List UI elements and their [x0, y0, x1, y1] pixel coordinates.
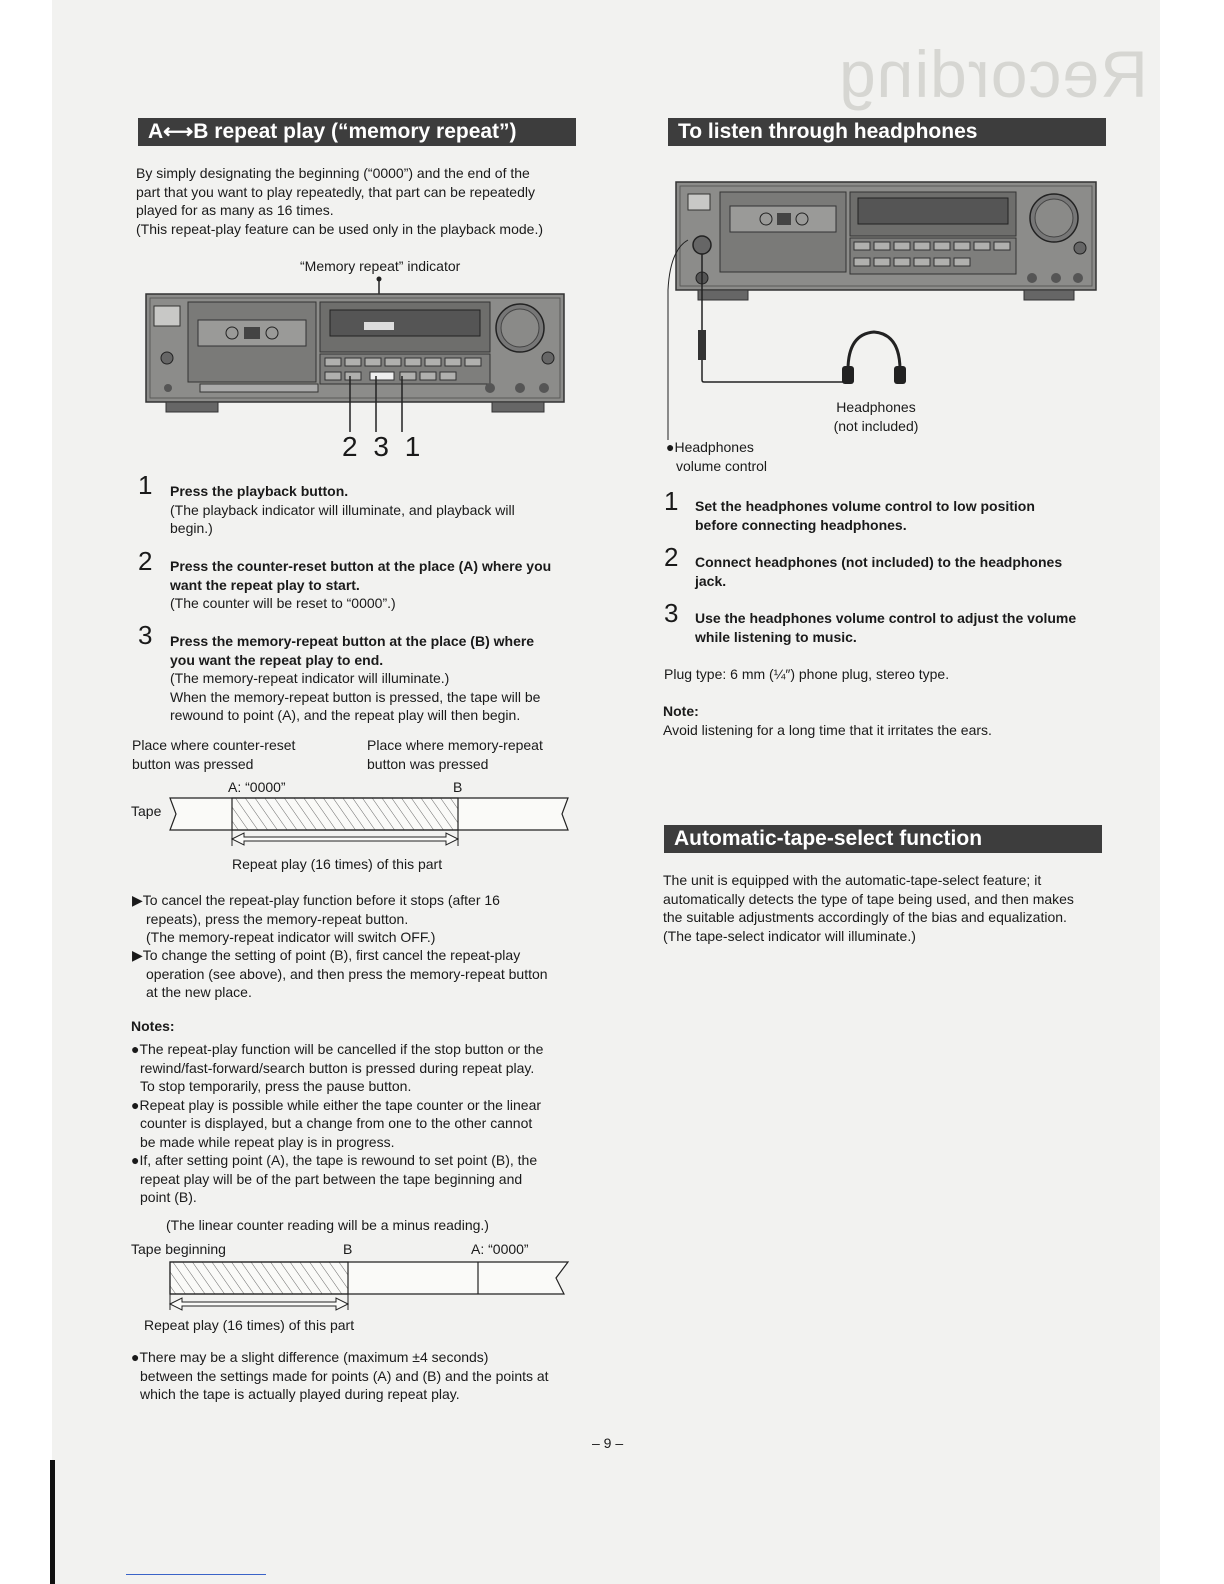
headphones-step-3	[695, 609, 1105, 646]
headphones-label	[826, 398, 926, 435]
memory-repeat-place-label	[367, 736, 543, 773]
step-title: while listening to music.	[695, 628, 857, 645]
step-body: (The counter will be reset to “0000”.)	[170, 595, 396, 611]
linear-counter-note: (The linear counter reading will be a minus reading.)	[166, 1217, 489, 1233]
paragraph-line: (The tape-select indicator will illuminate.)	[663, 927, 916, 944]
page-margin-right	[1160, 0, 1224, 1584]
bullet-line: ▶To cancel the repeat-play function before it stops (after 16	[132, 892, 500, 908]
label-line: button was pressed	[367, 755, 489, 772]
step-number: 3	[664, 598, 679, 628]
step-number: 3	[138, 620, 153, 650]
label-line: volume control	[676, 457, 768, 474]
label-line: button was pressed	[132, 755, 254, 772]
note-line: To stop temporarily, press the pause button.	[140, 1078, 412, 1094]
step-title: Connect headphones (not included) to the headphones	[695, 554, 1063, 570]
tape-diagram-1-caption: Repeat play (16 times) of this part	[232, 856, 443, 872]
step-title: you want the repeat play to end.	[170, 651, 384, 668]
tape-diagram-1	[164, 794, 576, 854]
bullet-line: operation (see above), and then press the memory-repeat button	[146, 965, 548, 982]
step-title: Use the headphones volume control to adjust the volume	[695, 610, 1077, 626]
note-line: ●If, after setting point (A), the tape is rewound to set point (B), the	[131, 1152, 538, 1168]
step-body: When the memory-repeat button is pressed, the tape will be	[170, 688, 541, 705]
intro-line: played for as many as 16 times.	[136, 202, 334, 218]
note-line: be made while repeat play is in progress.	[140, 1133, 395, 1150]
tape-diagram-2-caption: Repeat play (16 times) of this part	[144, 1317, 355, 1333]
tape-beginning-label: Tape beginning	[131, 1241, 226, 1257]
notes-list	[131, 1040, 581, 1207]
step-number: 2	[664, 542, 679, 572]
point-a-label: A: “0000”	[228, 779, 286, 795]
headphones-volume-label	[666, 438, 767, 475]
note-line: which the tape is actually played during repeat play.	[140, 1386, 460, 1402]
bullet-line: repeats), press the memory-repeat button.	[146, 910, 409, 927]
step-title: Press the memory-repeat button at the place (B) where	[170, 633, 535, 649]
intro-line: By simply designating the beginning (“0000”) and the end of the	[136, 165, 530, 181]
label-line: Headphones	[836, 399, 916, 415]
show-through-ghost-title: Recording	[838, 37, 1148, 111]
intro-line: (This repeat-play feature can be used only in the playback mode.)	[136, 220, 544, 237]
note-text: Avoid listening for a long time that it irritates the ears.	[663, 722, 992, 738]
step-title: Press the counter-reset button at the place (A) where you	[170, 558, 552, 574]
note-line: ●The repeat-play function will be cancelled if the stop button or the	[131, 1041, 544, 1057]
label-line: ●Headphones	[666, 439, 754, 455]
step-title: Set the headphones volume control to low position	[695, 498, 1035, 514]
paragraph-line: automatically detects the type of tape being used, and then makes	[663, 890, 1074, 907]
point-b-label: B	[453, 779, 463, 795]
headphones-step-1	[695, 497, 1105, 534]
step-1	[170, 482, 580, 538]
step-title: want the repeat play to start.	[170, 576, 360, 593]
step-body: (The memory-repeat indicator will illuminate.)	[170, 670, 450, 686]
note-line: between the settings made for points (A) and (B) and the points at	[140, 1367, 549, 1384]
binding-bar	[50, 1460, 55, 1584]
step-title: Press the playback button.	[170, 483, 349, 499]
note-line: counter is displayed, but a change from one to the other cannot	[140, 1115, 533, 1131]
point-a-label: A: “0000”	[471, 1241, 529, 1257]
slight-difference-note	[131, 1348, 581, 1404]
tape-diagram-2	[160, 1258, 576, 1320]
step-body: begin.)	[170, 520, 213, 536]
bullet-line: at the new place.	[146, 984, 252, 1000]
note-line: rewind/fast-forward/search button is pressed during repeat play.	[140, 1059, 535, 1076]
plug-type-text: Plug type: 6 mm (¼″) phone plug, stereo type.	[664, 666, 950, 682]
label-line: (not included)	[833, 417, 919, 434]
label-line: Place where memory-repeat	[367, 737, 543, 753]
step-number: 1	[138, 470, 153, 500]
paragraph-line: The unit is equipped with the automatic-tape-select feature; it	[663, 872, 1042, 888]
headphones-step-2	[695, 553, 1105, 590]
bullet-line: (The memory-repeat indicator will switch OFF.)	[146, 929, 436, 945]
step-number: 2	[138, 546, 153, 576]
page-number: – 9 –	[592, 1435, 624, 1451]
cancel-bullet	[132, 891, 582, 947]
automatic-tape-select-text	[663, 871, 1113, 945]
step-title: jack.	[695, 572, 727, 589]
diagram-step-numbers: 2 3 1	[342, 431, 425, 462]
tape-label: Tape	[131, 803, 162, 819]
paragraph-line: the suitable adjustments accordingly of the bias and equalization.	[663, 909, 1067, 925]
step-body: rewound to point (A), and the repeat play will then begin.	[170, 707, 521, 723]
page-margin-left	[0, 0, 52, 1584]
change-point-bullet	[132, 946, 582, 1002]
note-line: point (B).	[140, 1189, 197, 1205]
automatic-tape-select-heading: Automatic-tape-select function	[664, 825, 1102, 853]
note-line: ●Repeat play is possible while either the tape counter or the linear	[131, 1096, 542, 1113]
bullet-line: ▶To change the setting of point (B), first cancel the repeat-play	[132, 947, 521, 963]
label-line: Place where counter-reset	[132, 737, 296, 753]
note-line: repeat play will be of the part between the tape beginning and	[140, 1170, 523, 1187]
step-3	[170, 632, 580, 725]
point-b-label: B	[343, 1241, 353, 1257]
footer-underline	[126, 1574, 266, 1575]
memory-repeat-indicator-label: “Memory repeat” indicator	[300, 258, 461, 274]
step-title: before connecting headphones.	[695, 516, 907, 533]
intro-line: part that you want to play repeatedly, that part can be repeatedly	[136, 183, 535, 200]
step-2	[170, 557, 580, 613]
note-line: ●There may be a slight difference (maximum ±4 seconds)	[131, 1349, 489, 1365]
repeat-intro	[136, 164, 586, 238]
note-heading: Note:	[663, 703, 699, 719]
headphones-heading: To listen through headphones	[668, 118, 1106, 146]
step-body: (The playback indicator will illuminate, and playback will	[170, 501, 515, 518]
notes-heading: Notes:	[131, 1018, 175, 1034]
step-number: 1	[664, 486, 679, 516]
repeat-play-heading: A⟷B repeat play (“memory repeat”)	[138, 118, 576, 146]
counter-reset-place-label	[132, 736, 295, 773]
